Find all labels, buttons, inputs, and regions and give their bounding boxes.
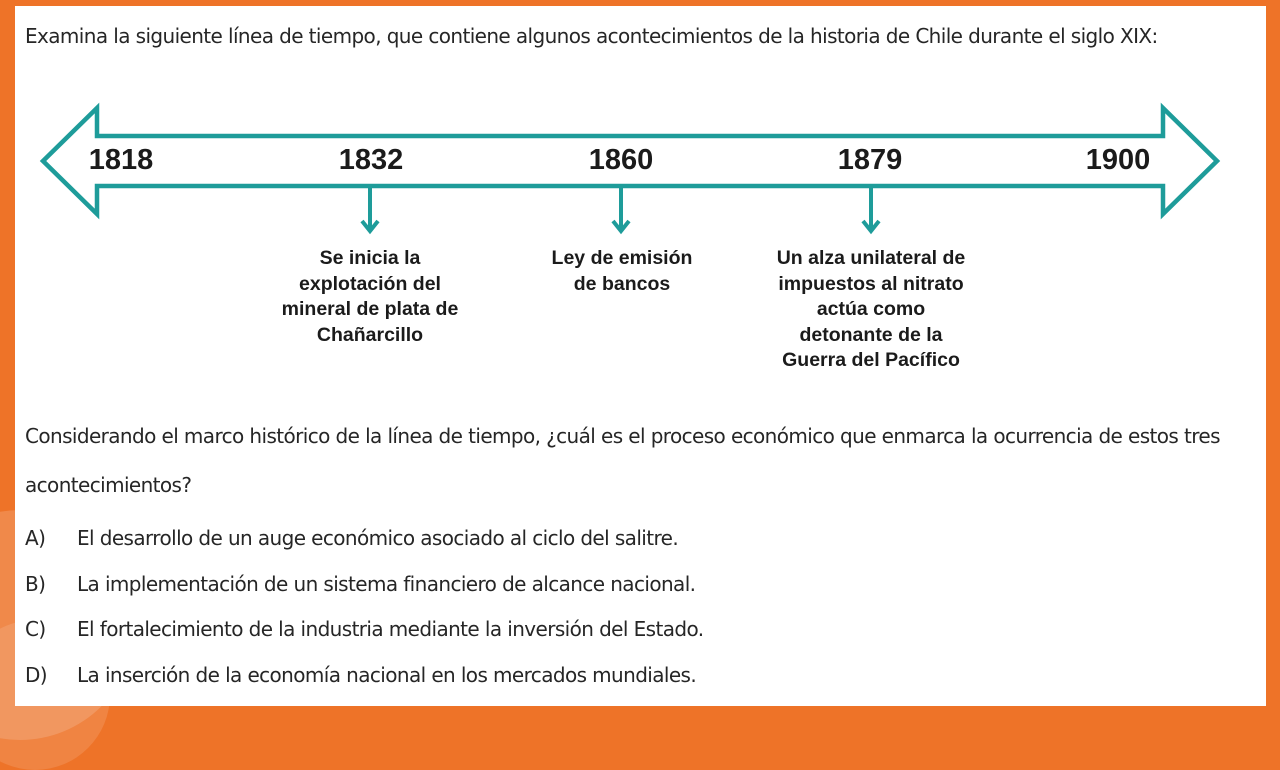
option-text: El fortalecimiento de la industria mediante la inversión del Estado. (77, 617, 704, 641)
event-1860-line: Ley de emisión (551, 247, 693, 269)
answer-options (25, 526, 704, 706)
event-1832-line: Se inicia la (319, 247, 421, 269)
event-1879-line: actúa como (816, 298, 926, 320)
event-connector-1860 (613, 188, 629, 231)
option-letter: D) (25, 662, 48, 687)
option-letter: A) (25, 526, 46, 550)
option-text: La inserción de la economía nacional en los mercados mundiales. (77, 662, 697, 687)
event-1832-line: explotación del (299, 272, 441, 295)
option-b[interactable] (25, 572, 704, 618)
question-card (15, 6, 1266, 706)
event-1879-line: Guerra del Pacífico (782, 349, 960, 371)
year-label-1818: 1818 (88, 144, 154, 176)
event-1860 (507, 246, 737, 297)
event-1879-line: impuestos al nitrato (778, 272, 964, 295)
timeline (15, 6, 1266, 396)
question-text: Considerando el marco histórico de la línea de tiempo, ¿cuál es el proceso económico que enmarca la ocurrencia de estos tres acontecimientos? (25, 424, 1220, 497)
event-1832 (255, 246, 485, 348)
event-1832-line: Chañarcillo (316, 323, 424, 346)
option-c[interactable] (25, 617, 704, 663)
option-a[interactable] (25, 526, 704, 572)
event-1879-line: Un alza unilateral de (776, 247, 966, 269)
event-1879 (756, 246, 986, 374)
event-1860-line: de bancos (573, 272, 671, 295)
event-1832-line: mineral de plata de (281, 298, 459, 320)
event-connector-1879 (863, 188, 879, 231)
intro-text: Examina la siguiente línea de tiempo, que contiene algunos acontecimientos de la historia de Chile durante el siglo XIX: (25, 24, 1158, 48)
event-connector-1832 (362, 188, 378, 231)
event-1879-line: detonante de la (799, 323, 943, 346)
year-label-1900: 1900 (1085, 144, 1151, 176)
year-label-1860: 1860 (588, 144, 654, 176)
option-d[interactable] (25, 663, 704, 707)
option-letter: B) (25, 571, 46, 596)
option-text: La implementación de un sistema financiero de alcance nacional. (77, 571, 696, 596)
year-label-1879: 1879 (837, 144, 903, 176)
timeline-arrow-graphic (15, 6, 1266, 396)
option-text: El desarrollo de un auge económico asociado al ciclo del salitre. (77, 526, 679, 550)
option-letter: C) (25, 617, 46, 641)
year-label-1832: 1832 (338, 144, 404, 176)
